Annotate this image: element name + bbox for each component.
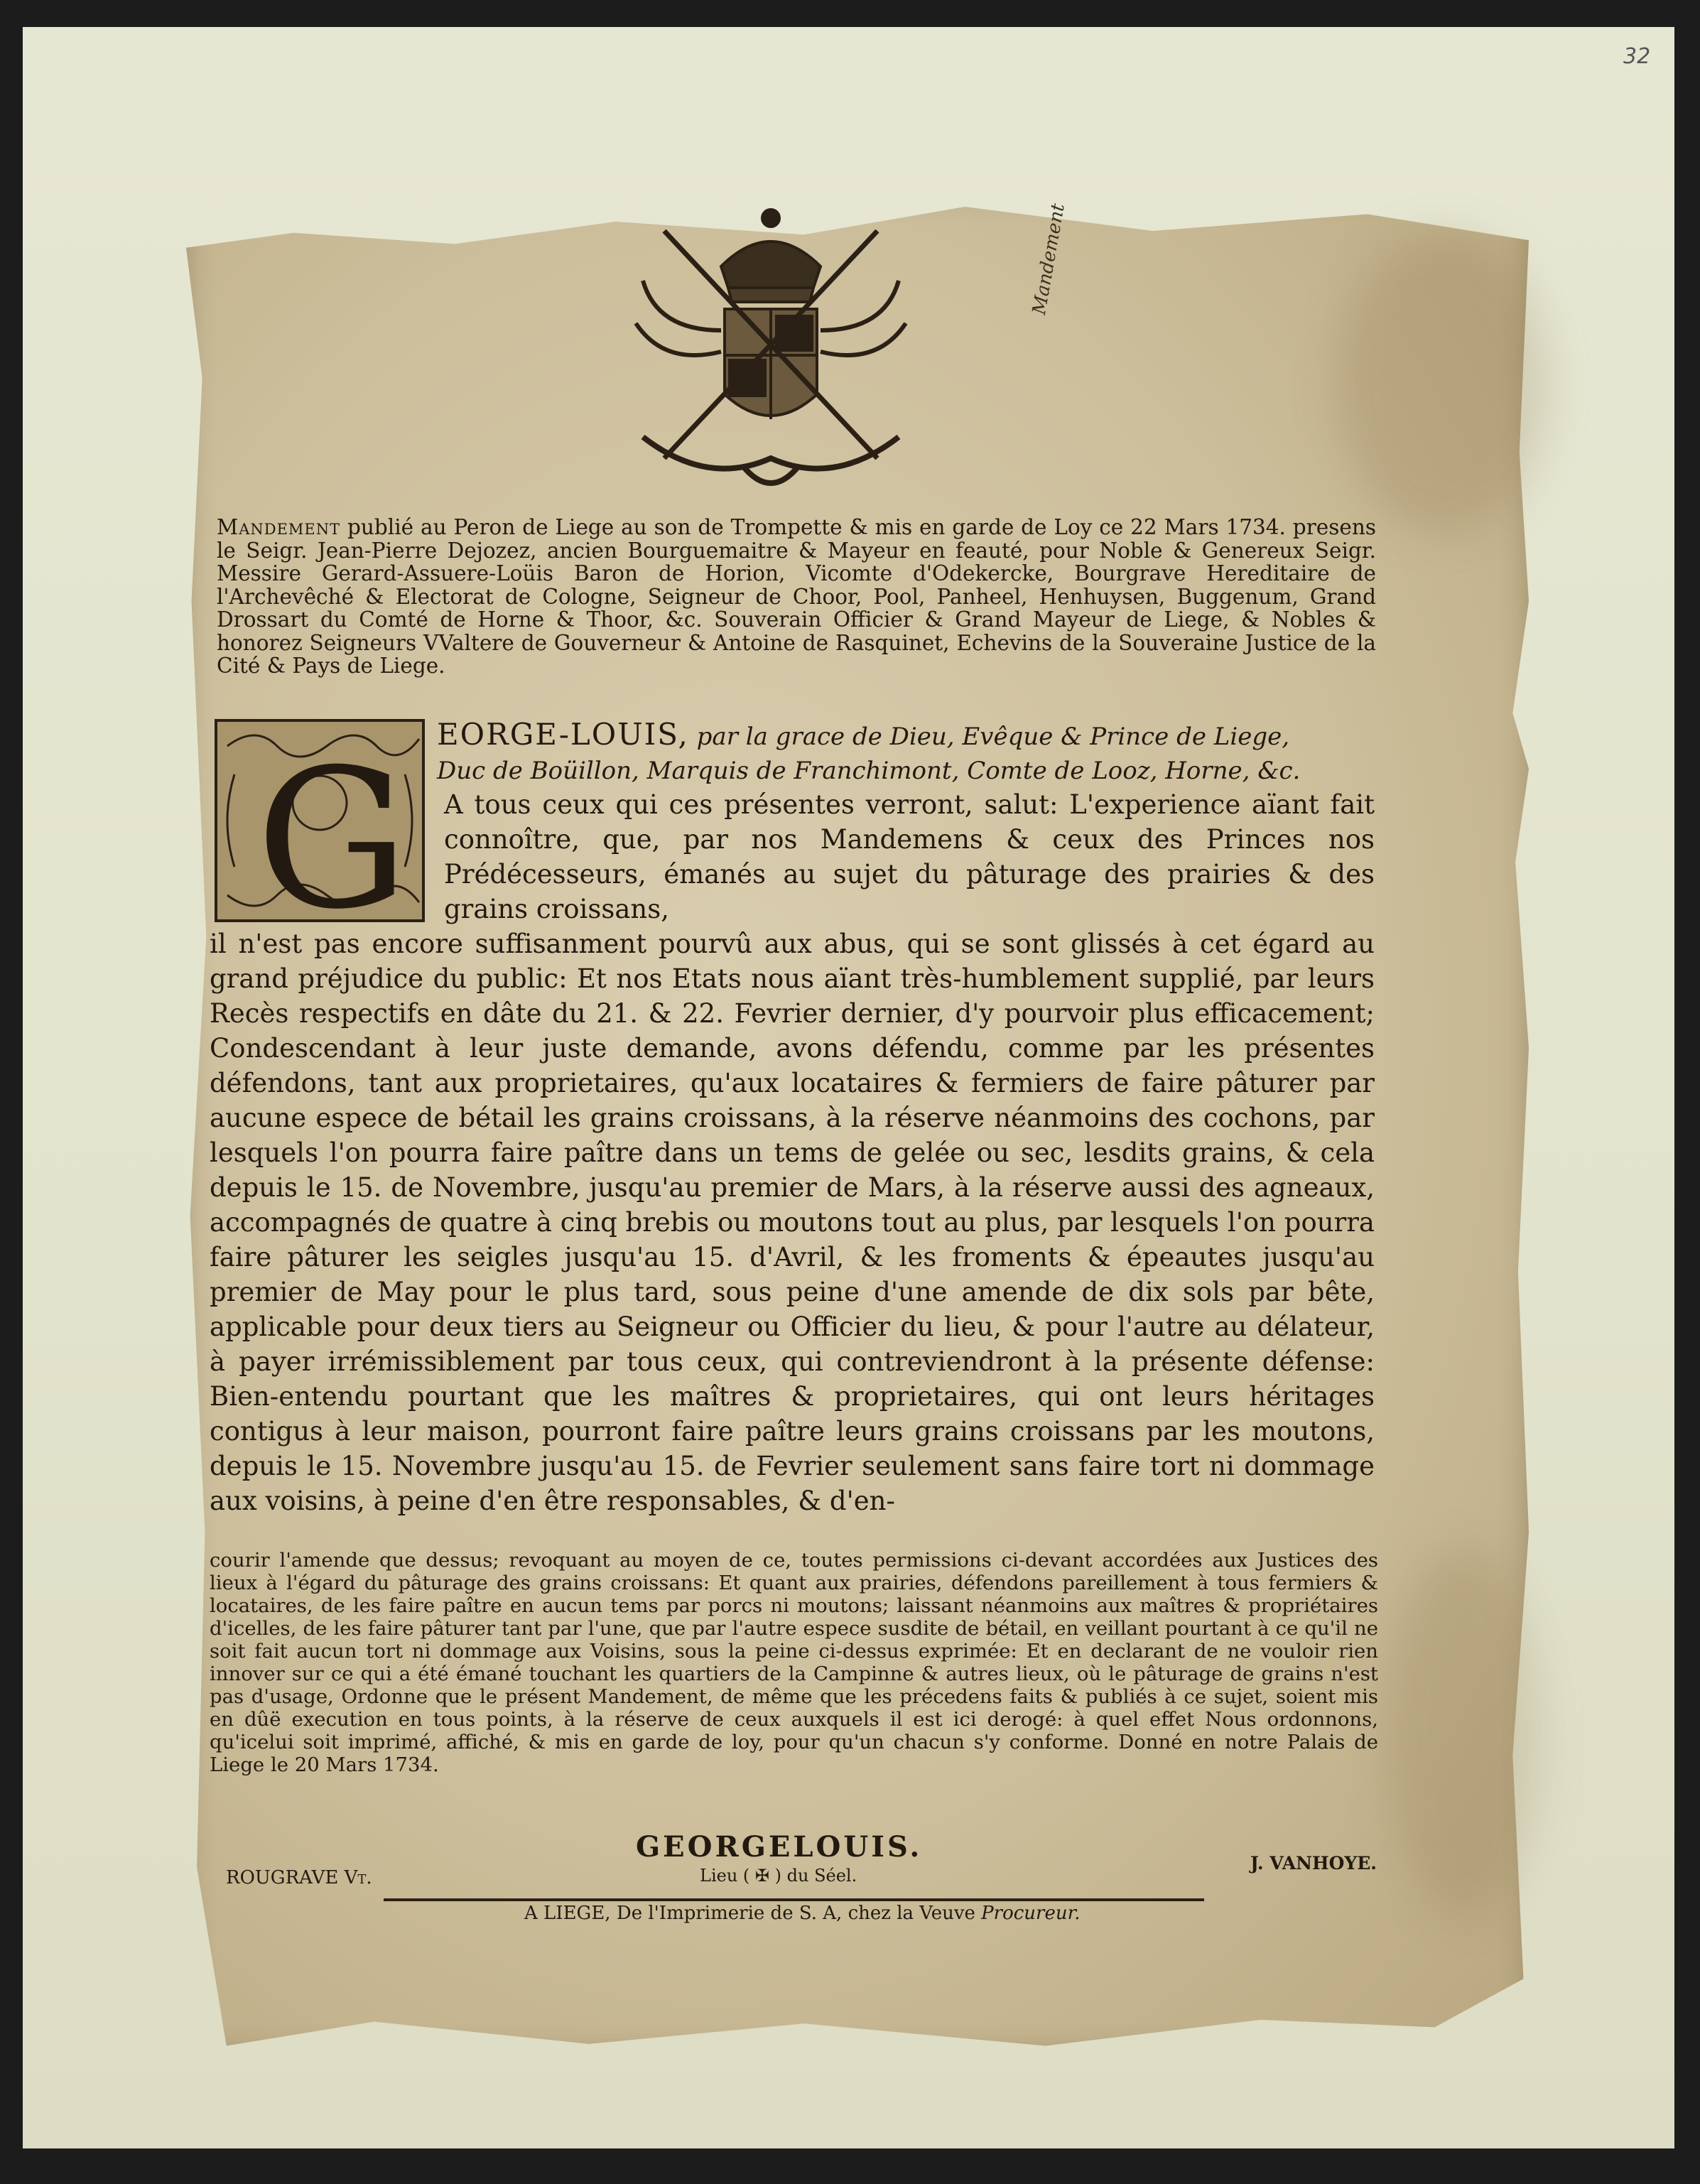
printer-imprint <box>524 1903 1080 1924</box>
ordinance-opening: A tous ceux qui ces présentes verront, salut: L'experience aïant fait connoître, que, par nos Mandemens & ceux des Princes nos Prédécesseurs, émanés au sujet du pâturage des prairies & des grains croissans, <box>444 789 1375 924</box>
prince-signature: GEORGELOUIS. <box>636 1830 923 1864</box>
prince-title-line1: par la grace de Dieu, Evêque & Prince de Liege, <box>696 723 1290 751</box>
countersignature-left: ROUGRAVE Vt. <box>226 1867 372 1888</box>
title-block <box>437 718 1375 788</box>
prince-name: EORGE-LOUIS, <box>437 717 689 752</box>
imprint-text: De l'Imprimerie de S. A, chez la Veuve <box>616 1903 975 1924</box>
dropcap-letter: G <box>256 728 409 924</box>
handwritten-margin-note: Mandement <box>1029 202 1070 317</box>
imprint-place: A LIEGE, <box>524 1903 611 1924</box>
ordinance-body <box>210 787 1375 1518</box>
divider-rule <box>384 1898 1204 1901</box>
folio-number: 32 <box>1623 44 1651 69</box>
imprint-printer-name: Procureur. <box>981 1903 1081 1924</box>
ordinance-main: il n'est pas encore suffisanment pourvû aux abus, qui se sont glissés à cet égard au grand préjudice du public: Et nos Etats nous aïant très-humblement supplié, par leurs Recès respectifs en dâte du 21. & 22. Fevrier dernier, d'y pourvoir plus efficacement; Condescendant à leur juste demande, avons défendu, comme par les présentes défendons, tant aux proprietaires, qu'aux locataires & fermiers de faire pâturer par aucune espece de bétail les grains croissans, à la réserve néanmoins des cochons, par lesquels l'on pourra faire paître dans un tems de gelée ou sec, lesdits grains, & cela depuis le 15. de Novembre, jusqu'au premier de Mars, à la réserve aussi des agneaux, accompagnés de quatre à cinq brebis ou moutons tout au plus, par lesquels l'on pourra faire pâturer les seigles jusqu'au 15. d'Avril, & les froments & épeautes jusqu'au premier de May pour le plus tard, sous peine d'une amende de dix sols par bête, applicable pour deux tiers au Seigneur ou Officier du lieu, & pour l'autre au délateur, à payer irrémissiblement par tous ceux, qui contreviendront à la présente défense: Bien-entendu pourtant que les maîtres & proprietaires, qui ont leurs héritages contigus à leur maison, pourront faire paître leurs grains croissans par les moutons, depuis le 15. Novembre jusqu'au 15. de Fevrier seulement sans faire tort ni dommage aux voisins, à peine d'en être responsables, & d'en- <box>210 929 1375 1516</box>
preamble-heading: Mandement <box>217 515 341 539</box>
preamble-text: publié au Peron de Liege au son de Trompette & mis en garde de Loy ce 22 Mars 1734. presens le Seigr. Jean-Pierre Dejozez, ancien Bourguemaitre & Mayeur en feauté, pour Noble & Genereux Seigr. Messire Gerard-Assuere-Loüis Baron de Horion, Vicomte d'Odekercke, Bourgrave Hereditaire de l'Archevêché & Electorat de Cologne, Seigneur de Choor, Pool, Panheel, Henhuysen, Buggenum, Grand Drossart du Comté de Horne & Thoor, &c. Souverain Officier & Grand Mayeur de Liege, & Nobles & honorez Seigneurs VValtere de Gouverneur & Antoine de Rasquinet, Echevins de la Souveraine Justice de la Cité & Pays de Liege. <box>217 515 1376 678</box>
countersignature-right: J. VANHOYE. <box>1250 1853 1377 1874</box>
water-stain <box>1385 1549 1542 1918</box>
publication-preamble <box>217 516 1376 678</box>
coat-of-arms-crown-icon <box>600 202 941 515</box>
water-stain <box>1336 234 1549 533</box>
ordinance-continuation: courir l'amende que dessus; revoquant au moyen de ce, toutes permissions ci-devant accordées aux Justices des lieux à l'égard du pâturage des grains croissans: Et quant aux prairies, défendons pareillement à tous fermiers & locataires, de les faire paître en aucun tems par porcs ni moutons; laissant néanmoins aux maîtres & propriétaires d'icelles, de les faire pâturer tant par l'une, que par l'autre espece susdite de bétail, en veillant pourtant à ce qu'il ne soit fait aucun tort ni dommage aux Voisins, sous la peine ci-dessus exprimée: Et en declarant de ne vouloir rien innover sur ce qui a été émané touchant les quartiers de la Campinne & autres lieux, où le pâturage de grains n'est pas d'usage, Ordonne que le présent Mandement, de même que les précedens faits & publiés à ce sujet, soient mis en dûë execution en tous points, à la réserve de ceux auxquels il est ici derogé: à quel effet Nous ordonnons, qu'icelui soit imprimé, affiché, & mis en garde de loy, pour qu'un chacun s'y conforme. Donné en notre Palais de Liege le 20 Mars 1734. <box>210 1549 1378 1776</box>
prince-title-line2: Duc de Boüillon, Marquis de Franchimont, Comte de Looz, Horne, &c. <box>437 757 1301 785</box>
seal-notation: Lieu ( ✠ ) du Séel. <box>700 1866 857 1886</box>
